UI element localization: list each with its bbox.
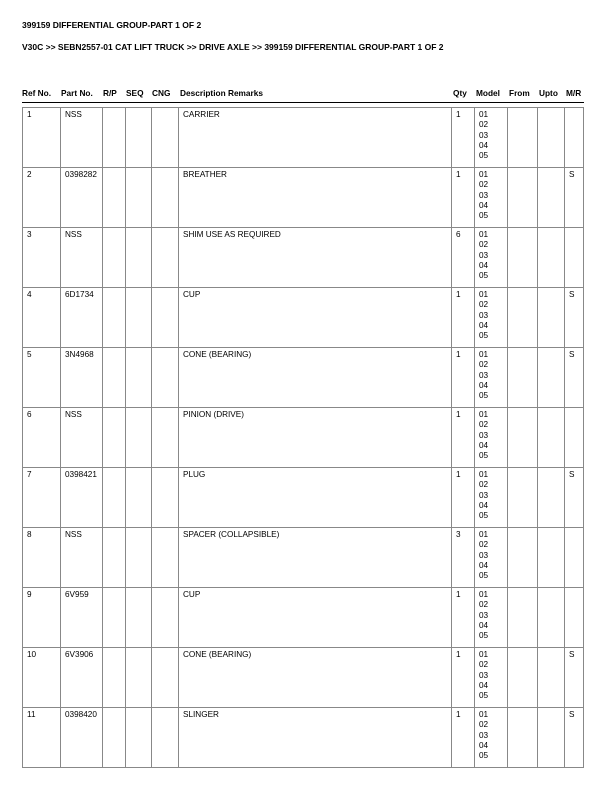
description-cell: CONE (BEARING) — [179, 648, 452, 708]
cng-cell — [152, 228, 179, 288]
upto-cell — [538, 108, 565, 168]
rp-cell — [103, 528, 126, 588]
header-description: Description Remarks — [180, 88, 264, 98]
upto-cell — [538, 288, 565, 348]
seq-cell — [126, 348, 152, 408]
mr-cell: S — [565, 648, 584, 708]
table-row — [23, 468, 584, 528]
mr-cell — [565, 588, 584, 648]
model-code: 01 — [479, 710, 489, 719]
description-cell: CONE (BEARING) — [179, 348, 452, 408]
from-cell — [508, 168, 538, 228]
ref-no-cell: 10 — [23, 648, 61, 708]
seq-cell — [126, 168, 152, 228]
model-code: 05 — [479, 151, 489, 161]
mr-cell: S — [565, 468, 584, 528]
header-part-no: Part No. — [61, 88, 93, 98]
model-code: 03 — [479, 610, 489, 620]
cng-cell — [152, 108, 179, 168]
ref-no-cell: 6 — [23, 408, 61, 468]
from-cell — [508, 108, 538, 168]
model-code: 05 — [479, 451, 489, 461]
model-code: 05 — [479, 571, 489, 581]
model-code: 01 — [479, 470, 489, 479]
upto-cell — [538, 408, 565, 468]
mr-cell — [565, 528, 584, 588]
parts-table — [22, 107, 584, 768]
table-row — [23, 648, 584, 708]
qty-cell: 1 — [452, 288, 475, 348]
upto-cell — [538, 648, 565, 708]
upto-cell — [538, 588, 565, 648]
model-code: 02 — [479, 720, 489, 730]
from-cell — [508, 348, 538, 408]
model-code: 03 — [479, 670, 489, 680]
model-code: 04 — [479, 320, 489, 330]
model-code: 01 — [479, 170, 489, 179]
cng-cell — [152, 648, 179, 708]
model-code: 01 — [479, 350, 489, 359]
table-row — [23, 168, 584, 228]
model-cell — [475, 708, 508, 768]
rp-cell — [103, 708, 126, 768]
model-code: 03 — [479, 310, 489, 320]
parts-table-body — [23, 108, 584, 768]
model-code: 04 — [479, 500, 489, 510]
model-code: 03 — [479, 490, 489, 500]
header-rp: R/P — [103, 88, 117, 98]
from-cell — [508, 588, 538, 648]
description-cell: CUP — [179, 588, 452, 648]
header-from: From — [509, 88, 530, 98]
model-code: 01 — [479, 590, 489, 599]
cng-cell — [152, 408, 179, 468]
model-code: 03 — [479, 190, 489, 200]
ref-no-cell: 1 — [23, 108, 61, 168]
model-code: 05 — [479, 511, 489, 521]
model-code: 02 — [479, 480, 489, 490]
mr-cell — [565, 228, 584, 288]
model-code: 01 — [479, 230, 489, 239]
model-code: 01 — [479, 530, 489, 539]
table-row — [23, 408, 584, 468]
rp-cell — [103, 168, 126, 228]
qty-cell: 1 — [452, 108, 475, 168]
model-code: 02 — [479, 240, 489, 250]
model-code: 05 — [479, 391, 489, 401]
description-cell: SHIM USE AS REQUIRED — [179, 228, 452, 288]
model-cell — [475, 168, 508, 228]
mr-cell: S — [565, 168, 584, 228]
ref-no-cell: 11 — [23, 708, 61, 768]
qty-cell: 1 — [452, 168, 475, 228]
rp-cell — [103, 588, 126, 648]
ref-no-cell: 9 — [23, 588, 61, 648]
model-code: 04 — [479, 680, 489, 690]
ref-no-cell: 7 — [23, 468, 61, 528]
from-cell — [508, 528, 538, 588]
qty-cell: 1 — [452, 348, 475, 408]
cng-cell — [152, 528, 179, 588]
cng-cell — [152, 288, 179, 348]
model-code: 02 — [479, 360, 489, 370]
ref-no-cell: 3 — [23, 228, 61, 288]
from-cell — [508, 228, 538, 288]
qty-cell: 1 — [452, 648, 475, 708]
part-no-cell: 0398420 — [61, 708, 103, 768]
ref-no-cell: 5 — [23, 348, 61, 408]
mr-cell — [565, 408, 584, 468]
cng-cell — [152, 468, 179, 528]
model-cell — [475, 588, 508, 648]
description-cell: BREATHER — [179, 168, 452, 228]
table-row — [23, 528, 584, 588]
header-mr: M/R — [566, 88, 582, 98]
model-code: 02 — [479, 120, 489, 130]
seq-cell — [126, 108, 152, 168]
seq-cell — [126, 468, 152, 528]
seq-cell — [126, 408, 152, 468]
description-cell: SLINGER — [179, 708, 452, 768]
mr-cell: S — [565, 288, 584, 348]
model-code: 04 — [479, 740, 489, 750]
model-cell — [475, 348, 508, 408]
description-cell: PINION (DRIVE) — [179, 408, 452, 468]
model-code: 04 — [479, 260, 489, 270]
model-cell — [475, 468, 508, 528]
model-code: 02 — [479, 540, 489, 550]
model-code: 03 — [479, 550, 489, 560]
model-code: 05 — [479, 211, 489, 221]
description-cell: PLUG — [179, 468, 452, 528]
qty-cell: 1 — [452, 468, 475, 528]
part-no-cell: NSS — [61, 408, 103, 468]
mr-cell: S — [565, 348, 584, 408]
table-row — [23, 108, 584, 168]
qty-cell: 1 — [452, 708, 475, 768]
model-code: 04 — [479, 200, 489, 210]
model-code: 05 — [479, 751, 489, 761]
part-no-cell: NSS — [61, 228, 103, 288]
rp-cell — [103, 648, 126, 708]
breadcrumb: V30C >> SEBN2557-01 CAT LIFT TRUCK >> DRIVE AXLE >> 399159 DIFFERENTIAL GROUP-PART 1 OF 2 — [22, 42, 444, 52]
from-cell — [508, 708, 538, 768]
model-cell — [475, 648, 508, 708]
model-code: 01 — [479, 110, 489, 119]
table-row — [23, 588, 584, 648]
from-cell — [508, 408, 538, 468]
model-code: 03 — [479, 370, 489, 380]
page-title: 399159 DIFFERENTIAL GROUP-PART 1 OF 2 — [22, 20, 202, 30]
from-cell — [508, 288, 538, 348]
model-cell — [475, 288, 508, 348]
header-ref-no: Ref No. — [22, 88, 52, 98]
ref-no-cell: 2 — [23, 168, 61, 228]
upto-cell — [538, 168, 565, 228]
rp-cell — [103, 108, 126, 168]
model-cell — [475, 108, 508, 168]
seq-cell — [126, 708, 152, 768]
rp-cell — [103, 408, 126, 468]
qty-cell: 1 — [452, 588, 475, 648]
model-code: 02 — [479, 420, 489, 430]
upto-cell — [538, 348, 565, 408]
qty-cell: 6 — [452, 228, 475, 288]
seq-cell — [126, 588, 152, 648]
header-qty: Qty — [453, 88, 467, 98]
seq-cell — [126, 648, 152, 708]
header-cng: CNG — [152, 88, 171, 98]
cng-cell — [152, 588, 179, 648]
upto-cell — [538, 528, 565, 588]
table-row — [23, 228, 584, 288]
part-no-cell: 6V3906 — [61, 648, 103, 708]
model-code: 04 — [479, 440, 489, 450]
part-no-cell: 3N4968 — [61, 348, 103, 408]
qty-cell: 1 — [452, 408, 475, 468]
cng-cell — [152, 168, 179, 228]
upto-cell — [538, 468, 565, 528]
upto-cell — [538, 708, 565, 768]
rp-cell — [103, 348, 126, 408]
model-code: 02 — [479, 600, 489, 610]
part-no-cell: 6V959 — [61, 588, 103, 648]
rp-cell — [103, 468, 126, 528]
model-code: 04 — [479, 380, 489, 390]
qty-cell: 3 — [452, 528, 475, 588]
model-code: 05 — [479, 691, 489, 701]
seq-cell — [126, 228, 152, 288]
model-code: 04 — [479, 560, 489, 570]
rp-cell — [103, 228, 126, 288]
model-code: 01 — [479, 290, 489, 299]
model-cell — [475, 528, 508, 588]
model-code: 05 — [479, 331, 489, 341]
model-code: 03 — [479, 130, 489, 140]
model-cell — [475, 408, 508, 468]
model-code: 04 — [479, 140, 489, 150]
table-row — [23, 348, 584, 408]
cng-cell — [152, 708, 179, 768]
part-no-cell: NSS — [61, 528, 103, 588]
table-row — [23, 288, 584, 348]
rp-cell — [103, 288, 126, 348]
upto-cell — [538, 228, 565, 288]
model-code: 03 — [479, 430, 489, 440]
part-no-cell: 0398421 — [61, 468, 103, 528]
part-no-cell: 6D1734 — [61, 288, 103, 348]
table-row — [23, 708, 584, 768]
mr-cell — [565, 108, 584, 168]
mr-cell: S — [565, 708, 584, 768]
model-code: 03 — [479, 730, 489, 740]
model-code: 05 — [479, 631, 489, 641]
header-seq: SEQ — [126, 88, 144, 98]
part-no-cell: NSS — [61, 108, 103, 168]
model-code: 04 — [479, 620, 489, 630]
description-cell: SPACER (COLLAPSIBLE) — [179, 528, 452, 588]
seq-cell — [126, 528, 152, 588]
model-code: 02 — [479, 660, 489, 670]
model-code: 01 — [479, 410, 489, 419]
header-divider — [22, 102, 584, 103]
model-code: 01 — [479, 650, 489, 659]
seq-cell — [126, 288, 152, 348]
header-model: Model — [476, 88, 500, 98]
model-code: 03 — [479, 250, 489, 260]
ref-no-cell: 8 — [23, 528, 61, 588]
description-cell: CUP — [179, 288, 452, 348]
ref-no-cell: 4 — [23, 288, 61, 348]
part-no-cell: 0398282 — [61, 168, 103, 228]
model-code: 05 — [479, 271, 489, 281]
from-cell — [508, 468, 538, 528]
header-upto: Upto — [539, 88, 558, 98]
model-code: 02 — [479, 300, 489, 310]
from-cell — [508, 648, 538, 708]
cng-cell — [152, 348, 179, 408]
description-cell: CARRIER — [179, 108, 452, 168]
model-cell — [475, 228, 508, 288]
model-code: 02 — [479, 180, 489, 190]
